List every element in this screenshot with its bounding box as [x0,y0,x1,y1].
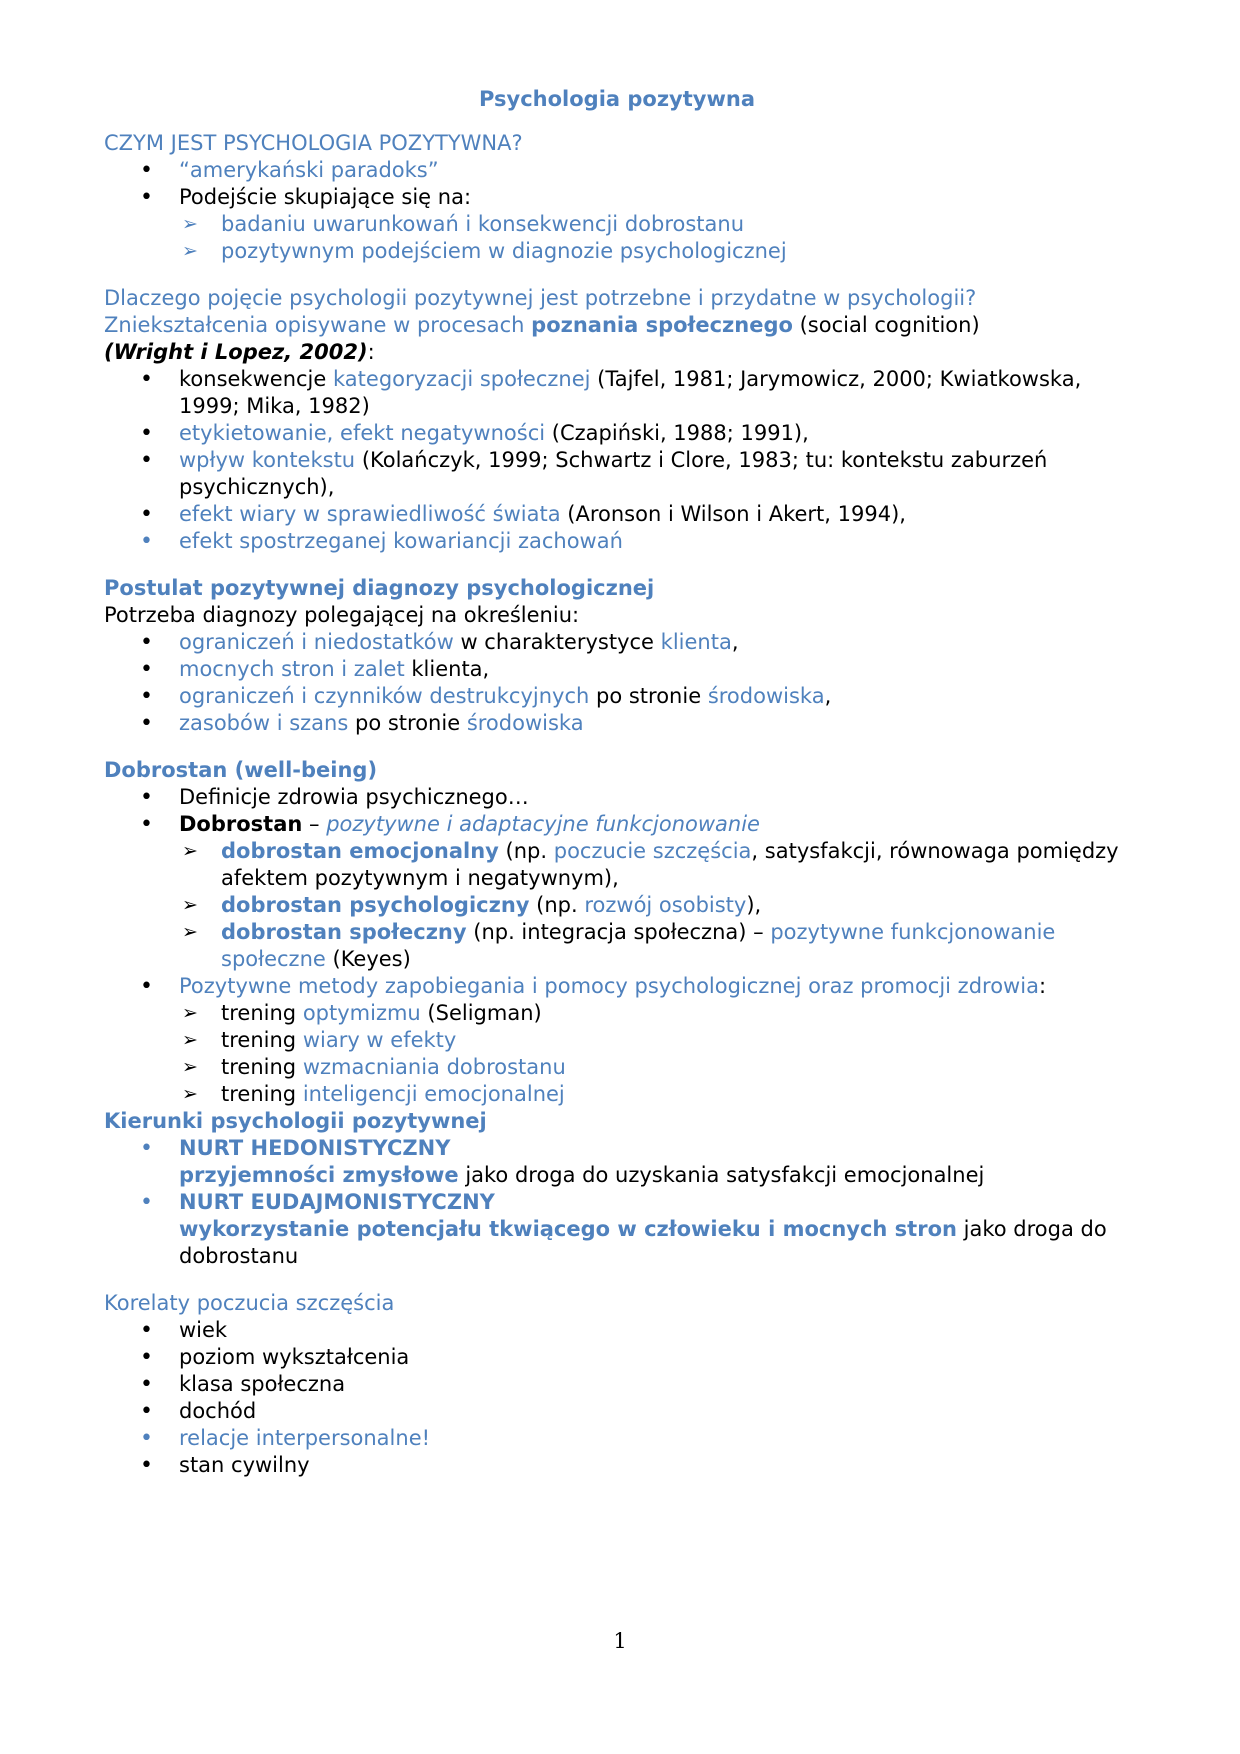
distortions-list [104,366,1130,555]
arrow-bullet-icon: ➢ [182,1056,198,1078]
what-is-sublist [104,211,1130,265]
list-item: ➢ dobrostan społeczny (np. integracja społeczna) – pozytywne funkcjonowanie społeczne (Keyes) [182,920,1056,971]
list-item: ➢ dobrostan psychologiczny (np. rozwój osobisty), [182,893,762,917]
list-item: • Dobrostan – pozytywne i adaptacyjne funkcjonowanie [104,811,1130,838]
section-question: Dlaczego pojęcie psychologii pozytywnej jest potrzebne i przydatne w psychologii? [104,286,977,310]
list-item: • Pozytywne metody zapobiegania i pomocy psychologicznej oraz promocji zdrowia: [104,973,1130,1000]
diagnosis-list [104,629,1130,737]
training-list [104,1000,1130,1108]
list-item: • Definicje zdrowia psychicznego… [104,784,1130,811]
list-item: • Podejście skupiające się na: [104,184,1130,211]
distortions-intro: Zniekształcenia opisywane w procesach poznania społecznego (social cognition) [104,313,980,337]
list-item: • efekt wiary w sprawiedliwość świata (Aronson i Wilson i Akert, 1994), [104,501,1130,528]
list-item: • wiek [104,1317,1130,1344]
wellbeing-list [104,784,1130,838]
arrow-bullet-icon: ➢ [182,1002,198,1024]
diagnosis-intro: Potrzeba diagnozy polegającej na określeniu: [104,603,580,627]
list-item: • zasobów i szans po stronie środowiska [104,710,1130,737]
list-item: • ograniczeń i czynników destrukcyjnych po stronie środowiska, [104,683,1130,710]
correlates-list [104,1317,1130,1479]
arrow-bullet-icon: ➢ [182,240,198,262]
list-item: • relacje interpersonalne! [104,1425,1130,1452]
list-item: • efekt spostrzeganej kowariancji zachowań [104,528,1130,555]
section-heading-correlates: Korelaty poczucia szczęścia [104,1291,395,1315]
list-item: • poziom wykształcenia [104,1344,1130,1371]
list-item: • stan cywilny [104,1452,1130,1479]
arrow-bullet-icon: ➢ [182,921,198,943]
list-item: • wpływ kontekstu (Kolańczyk, 1999; Schwartz i Clore, 1983; tu: kontekstu zaburzeń psychicznych), [104,447,1130,501]
list-item: • ograniczeń i niedostatków w charakterystyce klienta, [104,629,1130,656]
section-heading-wellbeing: Dobrostan (well-being) [104,758,378,782]
methods-list [104,973,1130,1000]
list-item: • konsekwencje kategoryzacji społecznej (Tajfel, 1981; Jarymowicz, 2000; Kwiatkowska, 1999; Mika, 1982) [104,366,1130,420]
arrow-bullet-icon: ➢ [182,1029,198,1051]
page-number: 1 [613,1629,627,1653]
list-item: • “amerykański paradoks” [104,157,1130,184]
arrow-bullet-icon: ➢ [182,894,198,916]
document-title: Psychologia pozytywna [479,87,755,111]
list-item: ➢ pozytywnym podejściem w diagnozie psychologicznej [182,239,787,263]
list-item: ➢ dobrostan emocjonalny (np. poczucie szczęścia, satysfakcji, równowaga pomiędzy afektem pozytywnym i negatywnym), [182,839,1119,890]
list-item: ➢ trening optymizmu (Seligman) [182,1001,542,1025]
list-item: • NURT EUDAJMONISTYCZNY wykorzystanie potencjału tkwiącego w człowieku i mocnych stron jako droga do dobrostanu [104,1189,1130,1270]
reference: (Wright i Lopez, 2002): [104,340,375,364]
list-item: • NURT HEDONISTYCZNY przyjemności zmysłowe jako droga do uzyskania satysfakcji emocjonalnej [104,1135,1130,1189]
section-heading-diagnosis: Postulat pozytywnej diagnozy psychologicznej [104,576,655,600]
directions-list [104,1135,1130,1270]
list-item: ➢ trening inteligencji emocjonalnej [182,1082,565,1106]
list-item: • klasa społeczna [104,1371,1130,1398]
wellbeing-types [104,838,1130,973]
list-item: • mocnych stron i zalet klienta, [104,656,1130,683]
list-item: ➢ badaniu uwarunkowań i konsekwencji dobrostanu [182,212,745,236]
arrow-bullet-icon: ➢ [182,1083,198,1105]
list-item: ➢ trening wzmacniania dobrostanu [182,1055,566,1079]
section-heading-what-is: CZYM JEST PSYCHOLOGIA POZYTYWNA? [104,131,523,155]
list-item: • etykietowanie, efekt negatywności (Czapiński, 1988; 1991), [104,420,1130,447]
list-item: • dochód [104,1398,1130,1425]
list-item: ➢ trening wiary w efekty [182,1028,457,1052]
section-heading-directions: Kierunki psychologii pozytywnej [104,1109,487,1133]
arrow-bullet-icon: ➢ [182,213,198,235]
what-is-list [104,157,1130,211]
arrow-bullet-icon: ➢ [182,840,198,862]
